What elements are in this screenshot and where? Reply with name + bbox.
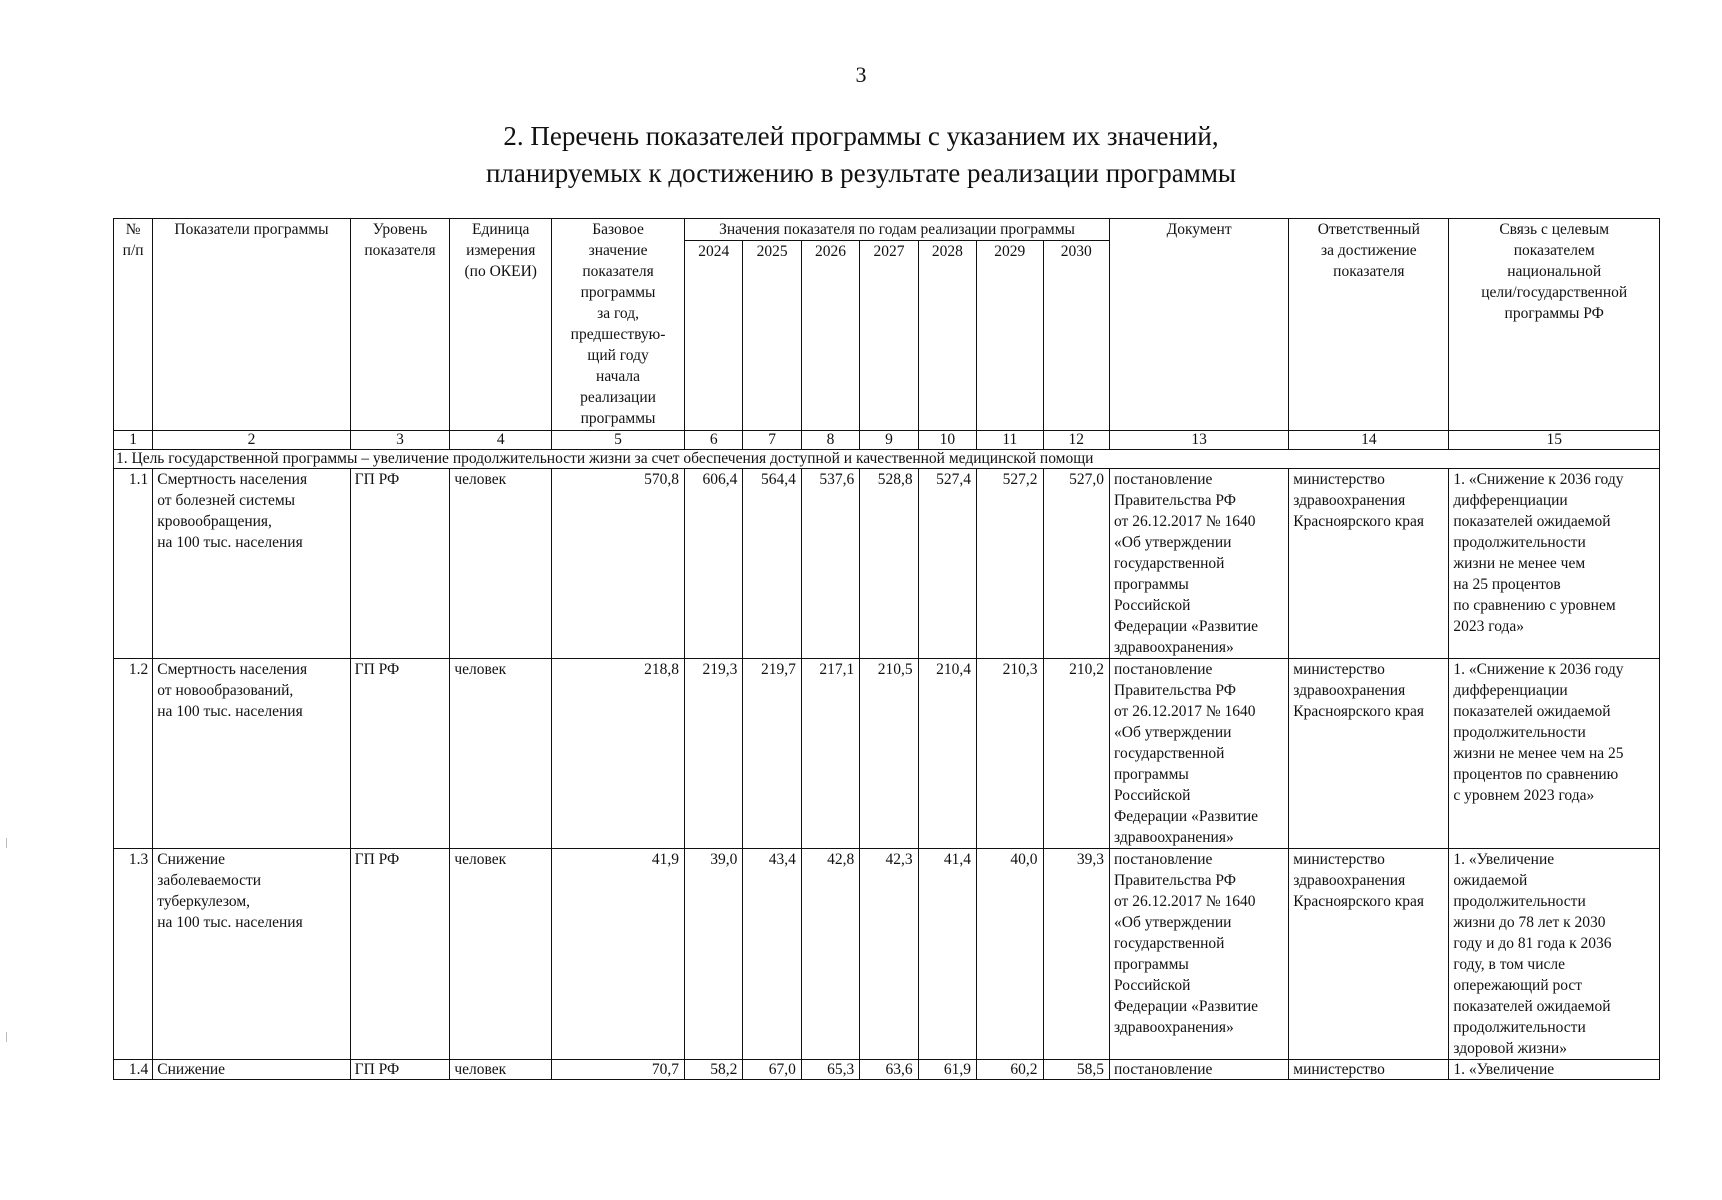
goal-row: [114, 450, 1660, 469]
column-number: 5: [552, 431, 685, 450]
national-goal-link: 1. «Увеличение: [1449, 1060, 1660, 1080]
column-number-row: [114, 431, 1660, 450]
table-row: [114, 659, 1660, 849]
value-2030: 527,0: [1043, 469, 1109, 659]
column-number: 9: [860, 431, 918, 450]
column-number: 13: [1110, 431, 1289, 450]
unit-of-measure: человек: [450, 659, 552, 849]
column-number: 7: [743, 431, 801, 450]
header-link: Связь с целевым показателем национальной цели/государственной программы РФ: [1449, 219, 1660, 431]
page-title: [0, 118, 1722, 192]
document-reference: постановление Правительства РФ от 26.12.2017 № 1640 «Об утверждении государственной программы Российской Федерации «Развитие здравоохранения»: [1110, 469, 1289, 659]
value-2026: 65,3: [801, 1060, 859, 1080]
value-2026: 217,1: [801, 659, 859, 849]
indicator-level: ГП РФ: [350, 849, 450, 1060]
header-responsible: Ответственный за достижение показателя: [1289, 219, 1449, 431]
header-year-2028: 2028: [918, 241, 976, 431]
responsible-party: министерство здравоохранения Красноярского края: [1289, 659, 1449, 849]
indicator-level: ГП РФ: [350, 659, 450, 849]
value-2030: 210,2: [1043, 659, 1109, 849]
unit-of-measure: человек: [450, 469, 552, 659]
document-reference: постановление: [1110, 1060, 1289, 1080]
column-number: 11: [977, 431, 1043, 450]
value-2024: 39,0: [685, 849, 743, 1060]
base-value: 218,8: [552, 659, 685, 849]
national-goal-link: 1. «Увеличение ожидаемой продолжительности жизни до 78 лет к 2030 году и до 81 года к 2036 году, в том числе опережающий рост показателей ожидаемой продолжительности здоровой жизни»: [1449, 849, 1660, 1060]
base-value: 70,7: [552, 1060, 685, 1080]
header-indicator: Показатели программы: [153, 219, 350, 431]
value-2027: 528,8: [860, 469, 918, 659]
value-2026: 42,8: [801, 849, 859, 1060]
column-number: 2: [153, 431, 350, 450]
value-2029: 527,2: [977, 469, 1043, 659]
value-2027: 210,5: [860, 659, 918, 849]
indicator-name: Смертность населения от болезней системы кровообращения, на 100 тыс. населения: [153, 469, 350, 659]
national-goal-link: 1. «Снижение к 2036 году дифференциации показателей ожидаемой продолжительности жизни не менее чем на 25 процентов по сравнению с уровнем 2023 года»: [1449, 659, 1660, 849]
row-number: 1.1: [114, 469, 153, 659]
indicators-table: [113, 218, 1660, 1080]
value-2026: 537,6: [801, 469, 859, 659]
column-number: 4: [450, 431, 552, 450]
header-year-2025: 2025: [743, 241, 801, 431]
national-goal-link: 1. «Снижение к 2036 году дифференциации показателей ожидаемой продолжительности жизни не менее чем на 25 процентов по сравнению с уровнем 2023 года»: [1449, 469, 1660, 659]
table-row: [114, 469, 1660, 659]
value-2028: 61,9: [918, 1060, 976, 1080]
header-year-2026: 2026: [801, 241, 859, 431]
column-number: 14: [1289, 431, 1449, 450]
column-number: 15: [1449, 431, 1660, 450]
indicator-name: Смертность населения от новообразований, на 100 тыс. населения: [153, 659, 350, 849]
header-unit: Единица измерения (по ОКЕИ): [450, 219, 552, 431]
header-document: Документ: [1110, 219, 1289, 431]
document-reference: постановление Правительства РФ от 26.12.2017 № 1640 «Об утверждении государственной программы Российской Федерации «Развитие здравоохранения»: [1110, 849, 1289, 1060]
value-2024: 219,3: [685, 659, 743, 849]
row-number: 1.4: [114, 1060, 153, 1080]
responsible-party: министерство здравоохранения Красноярского края: [1289, 849, 1449, 1060]
row-number: 1.2: [114, 659, 153, 849]
program-goal: 1. Цель государственной программы – увеличение продолжительности жизни за счет обеспечения доступной и качественной медицинской помощи: [114, 450, 1660, 469]
header-year-2027: 2027: [860, 241, 918, 431]
header-row-1: [114, 219, 1660, 241]
responsible-party: министерство здравоохранения Красноярского края: [1289, 469, 1449, 659]
header-level: Уровень показателя: [350, 219, 450, 431]
title-line-1: 2. Перечень показателей программы с указанием их значений,: [503, 121, 1219, 151]
scan-margin-mark: [6, 1032, 7, 1042]
column-number: 10: [918, 431, 976, 450]
header-num: № п/п: [114, 219, 153, 431]
value-2029: 40,0: [977, 849, 1043, 1060]
title-line-2: планируемых к достижению в результате реализации программы: [485, 158, 1237, 188]
unit-of-measure: человек: [450, 849, 552, 1060]
value-2028: 41,4: [918, 849, 976, 1060]
value-2030: 39,3: [1043, 849, 1109, 1060]
table-row: [114, 1060, 1660, 1080]
value-2029: 60,2: [977, 1060, 1043, 1080]
value-2025: 564,4: [743, 469, 801, 659]
column-number: 1: [114, 431, 153, 450]
header-year-2024: 2024: [685, 241, 743, 431]
table-row: [114, 849, 1660, 1060]
page-number: 3: [855, 62, 867, 87]
value-2025: 67,0: [743, 1060, 801, 1080]
value-2030: 58,5: [1043, 1060, 1109, 1080]
column-number: 6: [685, 431, 743, 450]
header-year-2029: 2029: [977, 241, 1043, 431]
value-2027: 42,3: [860, 849, 918, 1060]
column-number: 12: [1043, 431, 1109, 450]
value-2024: 58,2: [685, 1060, 743, 1080]
value-2025: 43,4: [743, 849, 801, 1060]
base-value: 41,9: [552, 849, 685, 1060]
indicator-name: Снижение заболеваемости туберкулезом, на 100 тыс. населения: [153, 849, 350, 1060]
value-2028: 527,4: [918, 469, 976, 659]
base-value: 570,8: [552, 469, 685, 659]
row-number: 1.3: [114, 849, 153, 1060]
indicator-level: ГП РФ: [350, 1060, 450, 1080]
header-year-2030: 2030: [1043, 241, 1109, 431]
indicator-level: ГП РФ: [350, 469, 450, 659]
value-2028: 210,4: [918, 659, 976, 849]
unit-of-measure: человек: [450, 1060, 552, 1080]
value-2029: 210,3: [977, 659, 1043, 849]
indicator-name: Снижение: [153, 1060, 350, 1080]
column-number: 8: [801, 431, 859, 450]
value-2024: 606,4: [685, 469, 743, 659]
document-reference: постановление Правительства РФ от 26.12.2017 № 1640 «Об утверждении государственной программы Российской Федерации «Развитие здравоохранения»: [1110, 659, 1289, 849]
header-years-group: Значения показателя по годам реализации программы: [685, 219, 1110, 241]
responsible-party: министерство: [1289, 1060, 1449, 1080]
column-number: 3: [350, 431, 450, 450]
header-base-value: Базовое значение показателя программы за год, предшествую- щий году начала реализации программы: [552, 219, 685, 431]
value-2025: 219,7: [743, 659, 801, 849]
scan-margin-mark: [6, 838, 7, 848]
value-2027: 63,6: [860, 1060, 918, 1080]
